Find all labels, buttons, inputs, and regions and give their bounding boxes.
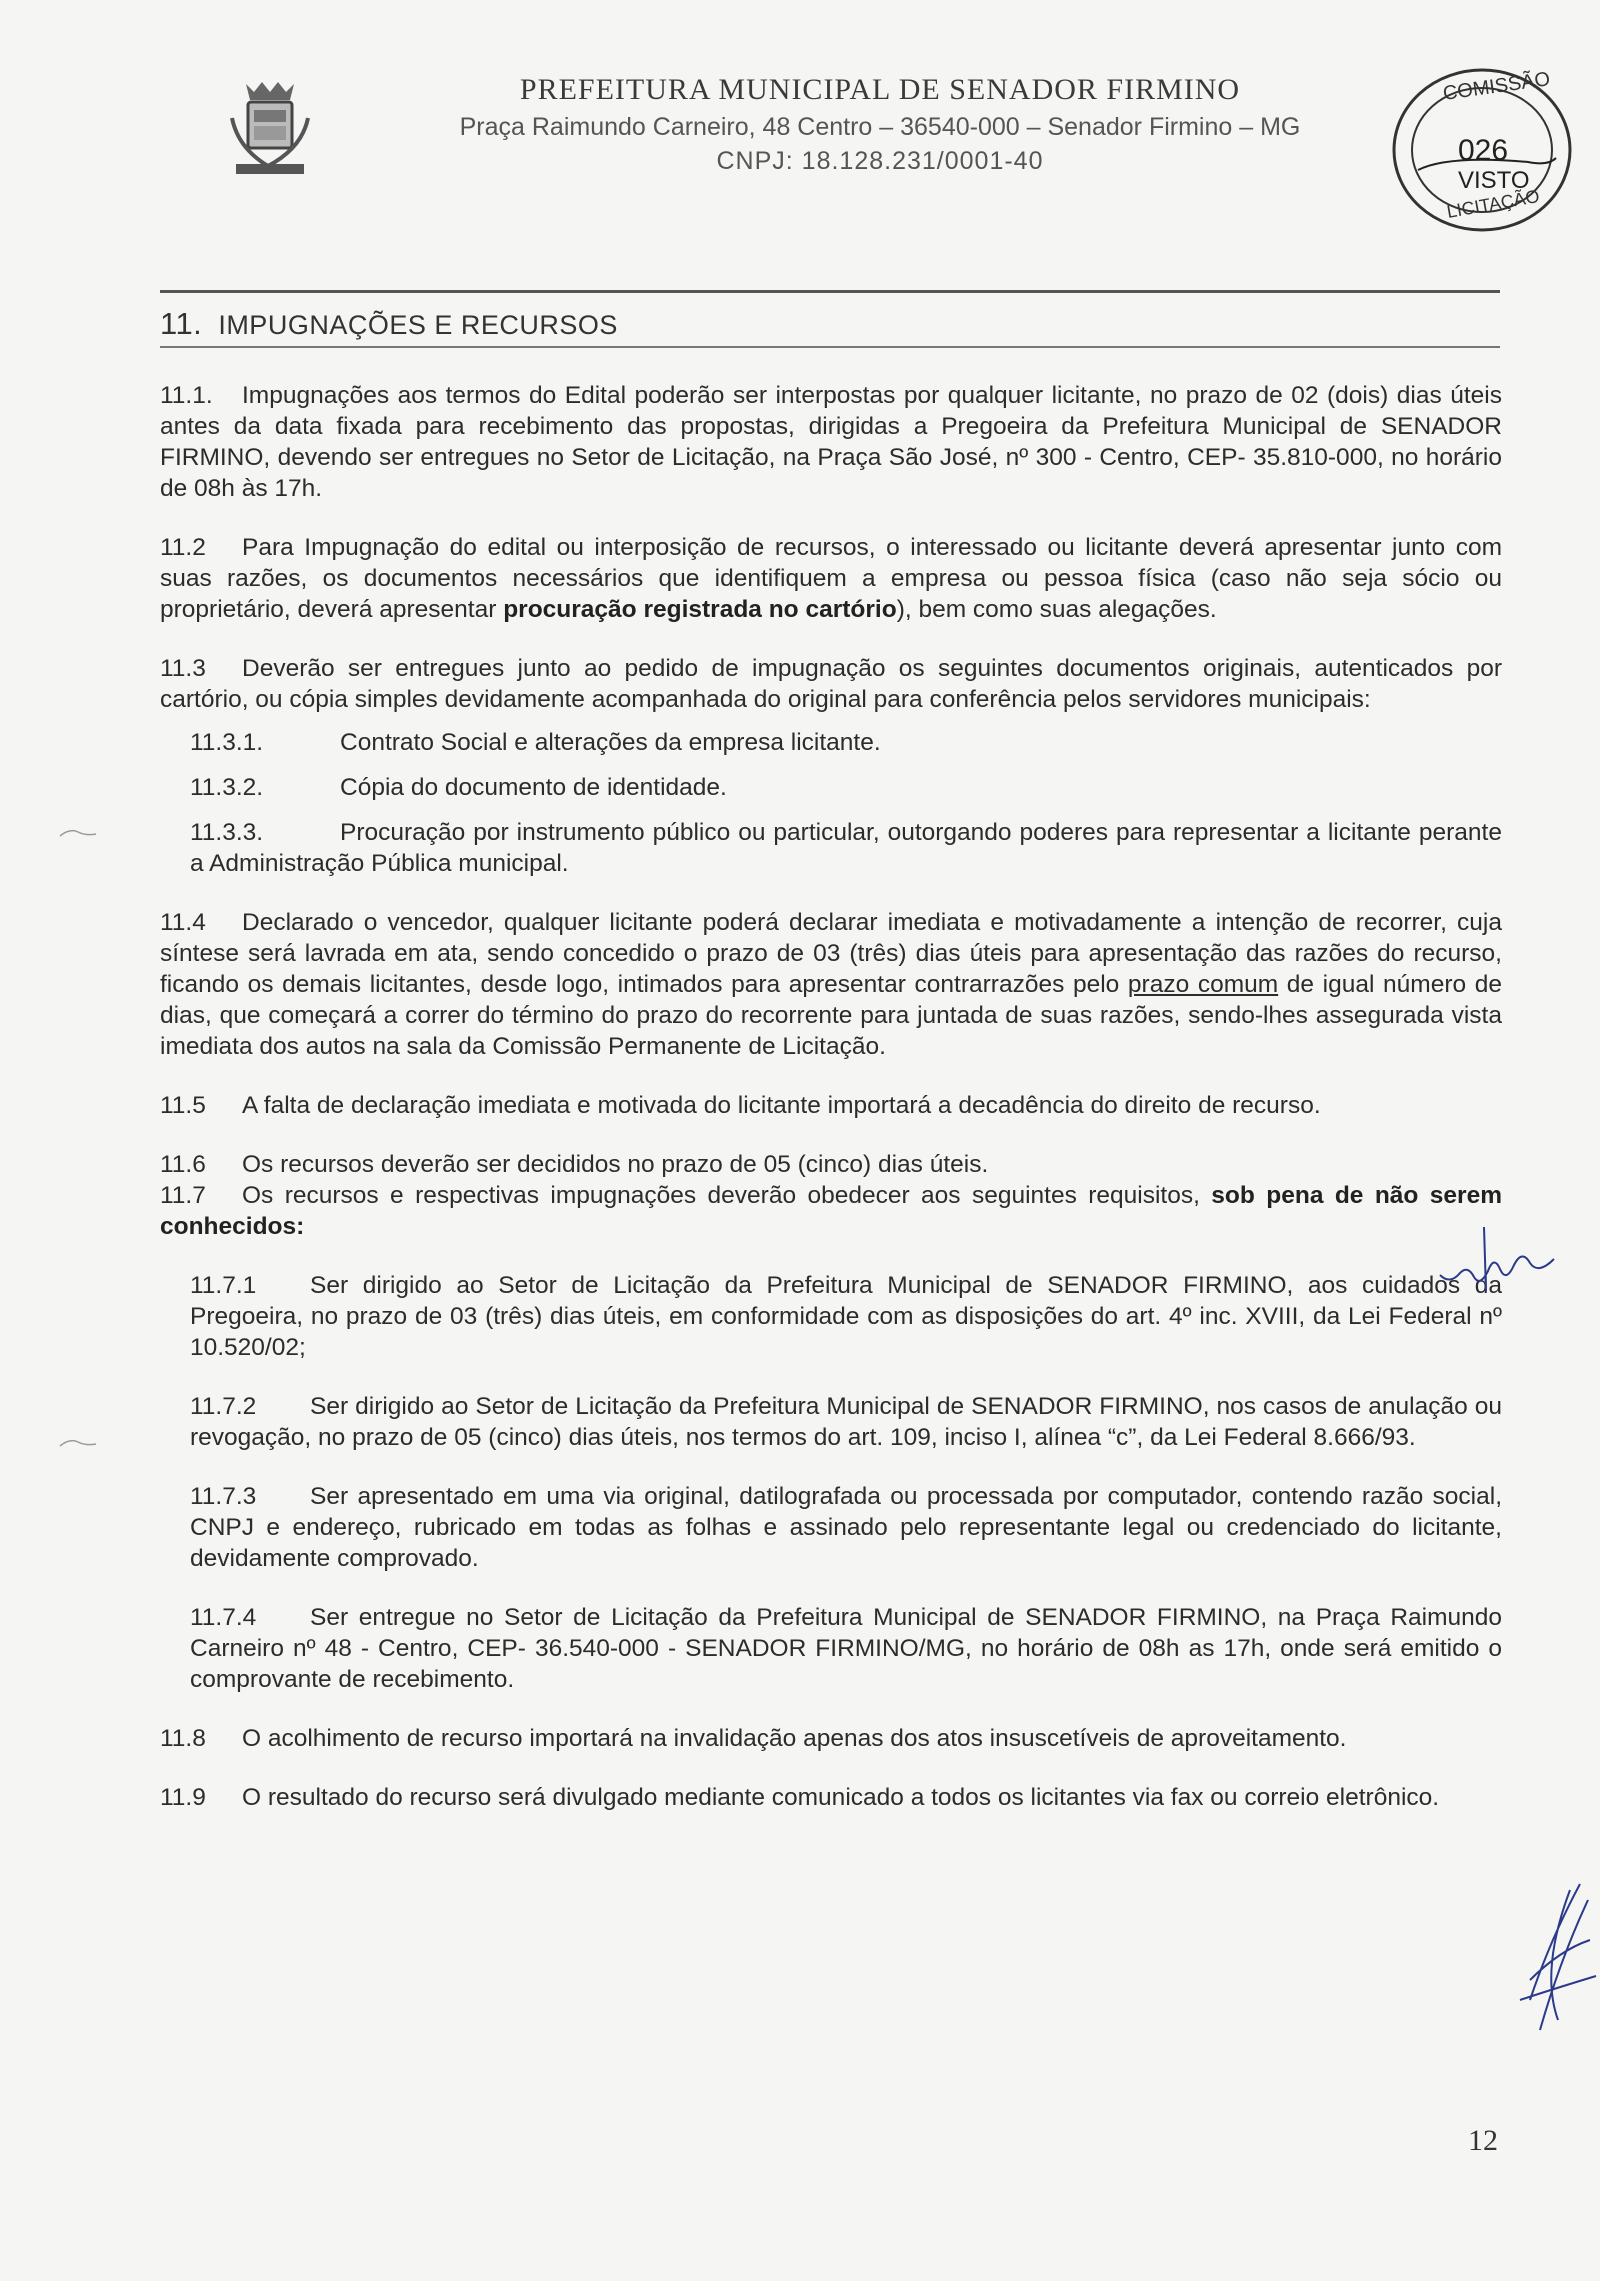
clause-bold-text: procuração registrada no cartório [503,596,897,623]
clause-number: 11.3.2. [190,774,264,801]
clause-11-3-2 [190,772,1502,803]
clause-11-1 [160,380,1502,504]
clause-text: Cópia do documento de identidade. [340,774,727,801]
municipal-crest-icon [228,78,312,182]
clause-11-6 [160,1149,1502,1180]
clause-text: Ser entregue no Setor de Licitação da Prefeitura Municipal de SENADOR FIRMINO, na Praça Raimundo Carneiro nº 48 - Centro, CEP- 36.540-000 - SENADOR FIRMINO/MG, no horário de 08h as 17h, onde será emitido o comprovante de recebimento. [190,1604,1502,1693]
clause-text: Ser apresentado em uma via original, datilografada ou processada por computador, contendo razão social, CNPJ e endereço, rubricado em todas as folhas e assinado pelo representante legal ou credenciado do licitante, devidamente comprovado. [190,1483,1502,1572]
clause-number: 11.7.4 [190,1604,257,1631]
clause-text: O acolhimento de recurso importará na invalidação apenas dos atos insuscetíveis de aproveitamento. [242,1725,1347,1752]
clause-11-2 [160,532,1502,625]
municipality-address: Praça Raimundo Carneiro, 48 Centro – 36540-000 – Senador Firmino – MG [459,113,1301,141]
clause-number: 11.5 [160,1092,206,1119]
clause-number: 11.3.1. [190,729,264,756]
clause-number: 11.3 [160,655,206,682]
header-divider [160,290,1500,293]
stamp-text-comissao: COMISSÃO [1441,68,1552,105]
clause-11-3 [160,653,1502,715]
clause-text-end: ), bem como suas alegações. [896,596,1217,623]
municipality-cnpj: CNPJ: 18.128.231/0001-40 [716,147,1044,175]
clause-text: Impugnações aos termos do Edital poderão ser interpostas por qualquer licitante, no prazo de 02 (dois) dias úteis antes da data fixada para recebimento das propostas, dirigidas a Pregoeira da Prefeitura Municipal de SENADOR FIRMINO, devendo ser entregues no Setor de Licitação, na Praça São José, nº 300 - Centro, CEP- 35.810-000, no horário de 08h às 17h. [160,382,1502,502]
clause-11-7-1 [190,1270,1502,1363]
clause-11-3-1 [190,727,1502,758]
clause-text: Declarado o vencedor, qualquer licitante poderá declarar imediata e motivadamente a intenção de recorrer, cuja síntese será lavrada em ata, sendo concedido o prazo de 03 (três) dias úteis para apresentação das razões do recurso, ficando os demais licitantes, desde logo, intimados para apresentar contrarrazões pelo [160,909,1502,998]
clause-bold-text: sob pena de não serem conhecidos: [160,1182,1502,1240]
margin-mark [58,826,98,840]
stamp-text-licitacao: LICITAÇÃO [1445,185,1541,222]
letterhead [380,70,1380,178]
stamp-text-number: 026 [1458,134,1509,167]
section-title: IMPUGNAÇÕES E RECURSOS [218,310,618,340]
clause-text: Para Impugnação do edital ou interposição de recursos, o interessado ou licitante deverá apresentar junto com suas razões, os documentos necessários que identifiquem a empresa ou pessoa física (caso não seja sócio ou proprietário, deverá apresentar [160,534,1502,623]
clause-11-5 [160,1090,1502,1121]
clause-text: Ser dirigido ao Setor de Licitação da Prefeitura Municipal de SENADOR FIRMINO, aos cuidados da Pregoeira, no prazo de 03 (três) dias úteis, em conformidade com as disposições do art. 4º inc. XVIII, da Lei Federal nº 10.520/02; [190,1272,1502,1361]
clause-text: Ser dirigido ao Setor de Licitação da Prefeitura Municipal de SENADOR FIRMINO, nos casos de anulação ou revogação, no prazo de 05 (cinco) dias úteis, nos termos do art. 109, inciso I, alínea “c”, da Lei Federal 8.666/93. [190,1393,1502,1451]
clause-number: 11.9 [160,1784,206,1811]
clause-text: O resultado do recurso será divulgado mediante comunicado a todos os licitantes via fax ou correio eletrônico. [242,1784,1440,1811]
clause-11-7-4 [190,1602,1502,1695]
commission-stamp [1378,60,1578,235]
clause-text: Contrato Social e alterações da empresa licitante. [340,729,881,756]
clause-number: 11.7.2 [190,1393,257,1420]
clause-text-end: de igual número de dias, que começará a correr do término do prazo do recorrente para juntada de suas razões, sendo-lhes assegurada vista imediata dos autos na sala da Comissão Permanente de Licitação. [160,971,1502,1060]
clause-text: Os recursos deverão ser decididos no prazo de 05 (cinco) dias úteis. [242,1151,989,1178]
document-body [160,380,1502,1841]
clause-11-7 [160,1180,1502,1242]
clause-number: 11.1. [160,382,213,409]
clause-11-7-2 [190,1391,1502,1453]
clause-text: Procuração por instrumento público ou particular, outorgando poderes para representar a licitante perante a Administração Pública municipal. [190,819,1502,877]
section-number: 11. [160,306,203,341]
municipality-title: PREFEITURA MUNICIPAL DE SENADOR FIRMINO [519,73,1241,106]
section-divider [160,346,1500,348]
clause-underlined-text: prazo comum [1127,971,1279,998]
page-number: 12 [1468,2124,1498,2157]
section-heading [160,306,618,342]
handwritten-initials [1430,1225,1570,1295]
stamp-text-visto: VISTO [1458,167,1530,194]
clause-text: Deverão ser entregues junto ao pedido de impugnação os seguintes documentos originais, autenticados por cartório, ou cópia simples devidamente acompanhada do original para conferência pelos servidores municipais: [160,655,1502,713]
clause-11-4 [160,907,1502,1062]
clause-number: 11.6 [160,1151,206,1178]
clause-11-3-3 [190,817,1502,879]
clause-11-8 [160,1723,1502,1754]
clause-11-7-3 [190,1481,1502,1574]
clause-number: 11.3.3. [190,819,264,846]
clause-number: 11.4 [160,909,206,936]
clause-number: 11.2 [160,534,206,561]
margin-mark [58,1436,98,1450]
clause-number: 11.7.1 [190,1272,257,1299]
clause-number: 11.8 [160,1725,206,1752]
clause-number: 11.7 [160,1182,206,1209]
handwritten-signature [1510,1880,1600,2040]
clause-number: 11.7.3 [190,1483,257,1510]
clause-11-9 [160,1782,1502,1813]
clause-text: A falta de declaração imediata e motivada do licitante importará a decadência do direito de recurso. [242,1092,1321,1119]
clause-text: Os recursos e respectivas impugnações deverão obedecer aos seguintes requisitos, [242,1182,1212,1209]
